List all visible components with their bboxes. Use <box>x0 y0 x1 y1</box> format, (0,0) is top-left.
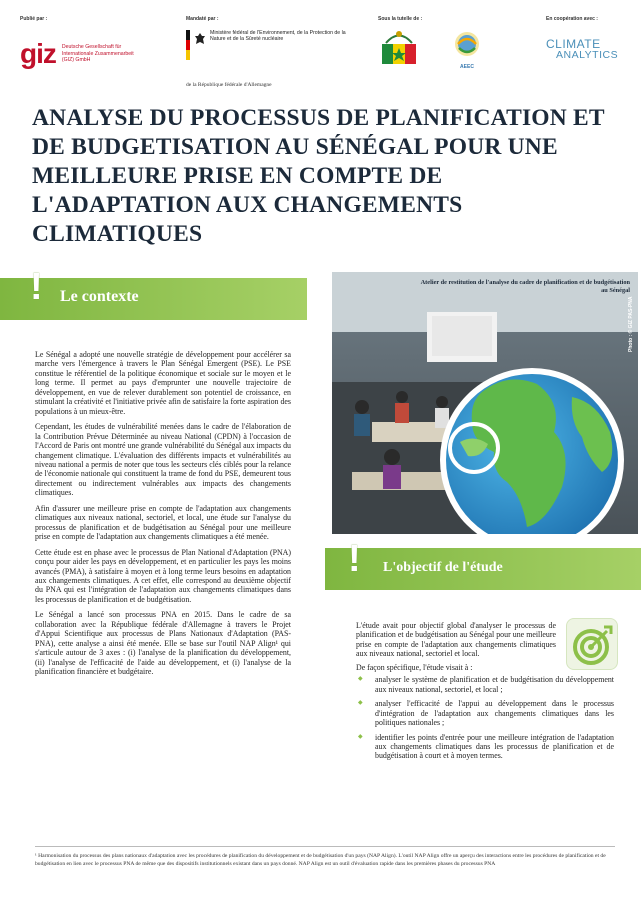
giz-name: Deutsche Gesellschaft für Internationale Zusammenarbeit (GIZ) GmbH <box>61 44 134 64</box>
mandated-by-label: Mandaté par : <box>186 16 219 22</box>
photo-caption: Atelier de restitution de l'analyse du cadre de planification et de budgétisation au Sénégal <box>420 279 630 294</box>
aeec-label: AEEC <box>460 64 474 70</box>
senegal-coat-of-arms-icon <box>378 26 420 68</box>
objective-banner <box>325 548 641 590</box>
giz-mark: giz <box>20 38 56 69</box>
objective-specific: De façon spécifique, l'étude visait à : <box>356 662 473 672</box>
document-title: ANALYSE DU PROCESSUS DE PLANIFICATION ET DE BUDGETISATION AU SÉNÉGAL POUR UNE MEILLEURE PRISE EN COMPTE DE L'ADAPTATION AUX CHANGEMENTS CLIMATIQUES <box>32 105 605 247</box>
under-label: Sous la tutelle de : <box>378 16 423 22</box>
list-item: ◆ identifier les points d'entrée pour une meilleure intégration de l'adaptation aux changements climatiques dans les processus de planification et de budgétisation à court et à moyen termes. <box>356 733 614 761</box>
context-paragraph: Le Sénégal a lancé son processus PNA en 2015. Dans le cadre de sa collaboration avec la République fédérale d'Allemagne à travers le Projet d'Appui Scientifique aux processus de Plans Nationaux d'Adaptation (PAS-PNA), cette analyse a ainsi été menée. Elle se base sur l'outil NAP Align¹ qui s'articule autour de 3 axes : (i) l'analyse de la planification du développement, (ii) l'analyse de l'efficacité de l'aide au développement, et (i) l'analyse de la planification financière et budgétaire. <box>35 610 291 677</box>
bmz-name: Ministère fédéral de l'Environnement, de la Protection de la Nature et de la Sûreté nucléaire <box>210 30 346 43</box>
ca-line2: ANALYTICS <box>556 49 619 61</box>
bmz-subtitle: de la République fédérale d'Allemagne <box>186 82 272 88</box>
exclamation-icon: ! <box>348 538 361 580</box>
context-body <box>35 350 291 683</box>
ca-line1: CLIMATE <box>546 37 601 51</box>
cooperation-label: En coopération avec : <box>546 16 598 22</box>
context-banner <box>0 278 307 320</box>
aeec-logo-icon <box>450 28 484 72</box>
workshop-photo <box>332 272 638 534</box>
published-by-label: Publié par : <box>20 16 48 22</box>
context-paragraph: Le Sénégal a adopté une nouvelle stratégie de développement pour accélérer sa marche vers l'émergence à travers le Plan Sénégal Emergent (PSE). Le PSE constitue le référentiel de la politique économique et sociale sur le moyen et le long terme. Il permet au pays d'emprunter une nouvelle trajectoire de développement, en vue de relever durablement son potentiel de croissance, en stimulant la créativité et l'initiative privée afin de satisfaire la forte aspiration des populations à un mieux-être. <box>35 350 291 416</box>
exclamation-icon: ! <box>30 266 43 308</box>
climate-analytics-logo <box>546 38 618 61</box>
footnote: ¹ Harmonisation du processus des plans nationaux d'adaptation avec les procédures de planification du développement et de budgétisation d'un pays (NAP Align). L'outil NAP Align offre un aperçu des interactions entre les procédures de planification et de budgétisation en lien avec le processus PNA de même que des dispositifs institutionnels existant dans un pays donné. NAP Align est un outil d'évaluation rapide dans les premières phases du processus PNA <box>35 846 615 868</box>
list-item: ◆ analyser le système de planification et de budgétisation du développement aux niveaux national, sectoriel, et local ; <box>356 675 614 694</box>
german-flag-icon <box>186 30 190 60</box>
eagle-icon <box>194 32 206 46</box>
objective-body <box>356 621 614 766</box>
list-item: ◆ analyser l'efficacité de l'appui au développement dans le processus d'intégration de l'adaptation aux changements climatiques dans les politiques nationales ; <box>356 699 614 727</box>
context-paragraph: Afin d'assurer une meilleure prise en compte de l'adaptation aux changements climatiques aux niveaux national, sectoriel, et local, une étude sur l'analyse du processus de planification et de budgétisation au Sénégal pour une meilleure prise en compte de l'adaptation aux changements climatiques a été menée. <box>35 503 291 542</box>
context-paragraph: Cependant, les études de vulnérabilité menées dans le cadre de l'élaboration de la Contribution Prévue Déterminée au niveau National (CPDN) à l'occasion de l'Accord de Paris ont montré une grande vulnérabilité du Sénégal aux impacts du changement climatique. L'évaluation des différents impacts et vulnérabilités au niveau national a permis de noter que tous les secteurs clés ciblés pour la relance de l'économie nationale qui constituent la trame de fond du PSE, demeurent tous directement ou indirectement vulnérables aux impacts des changements climatiques. <box>35 422 291 498</box>
context-paragraph: Cette étude est en phase avec le processus de Plan National d'Adaptation (PNA) conçu pour aider les pays en développement, et en particulier les pays les moins avancés (PMA), à satisfaire à moyen et à long terme leurs besoins en adaptation aux changements climatiques. A cet effet, elle correspond au deuxième objectif du PNA qui est l'intégration de l'adaptation aux changements climatiques dans les processus de planification et de budgétisation. <box>35 547 291 604</box>
objective-heading: L'objectif de l'étude <box>383 560 503 575</box>
giz-logo <box>20 40 140 68</box>
photo-credit: Photo : © GIZ PAS-PNA <box>628 296 634 352</box>
objective-intro: L'étude avait pour objectif global d'analyser le processus de planification et de budgétisation au Sénégal pour une meilleure prise en compte de l'adaptation aux changements climatiques aux niveaux national, sectoriel et local. <box>356 621 556 659</box>
bmz-logo <box>186 30 350 60</box>
objective-list <box>356 675 614 761</box>
context-heading: Le contexte <box>60 288 139 305</box>
